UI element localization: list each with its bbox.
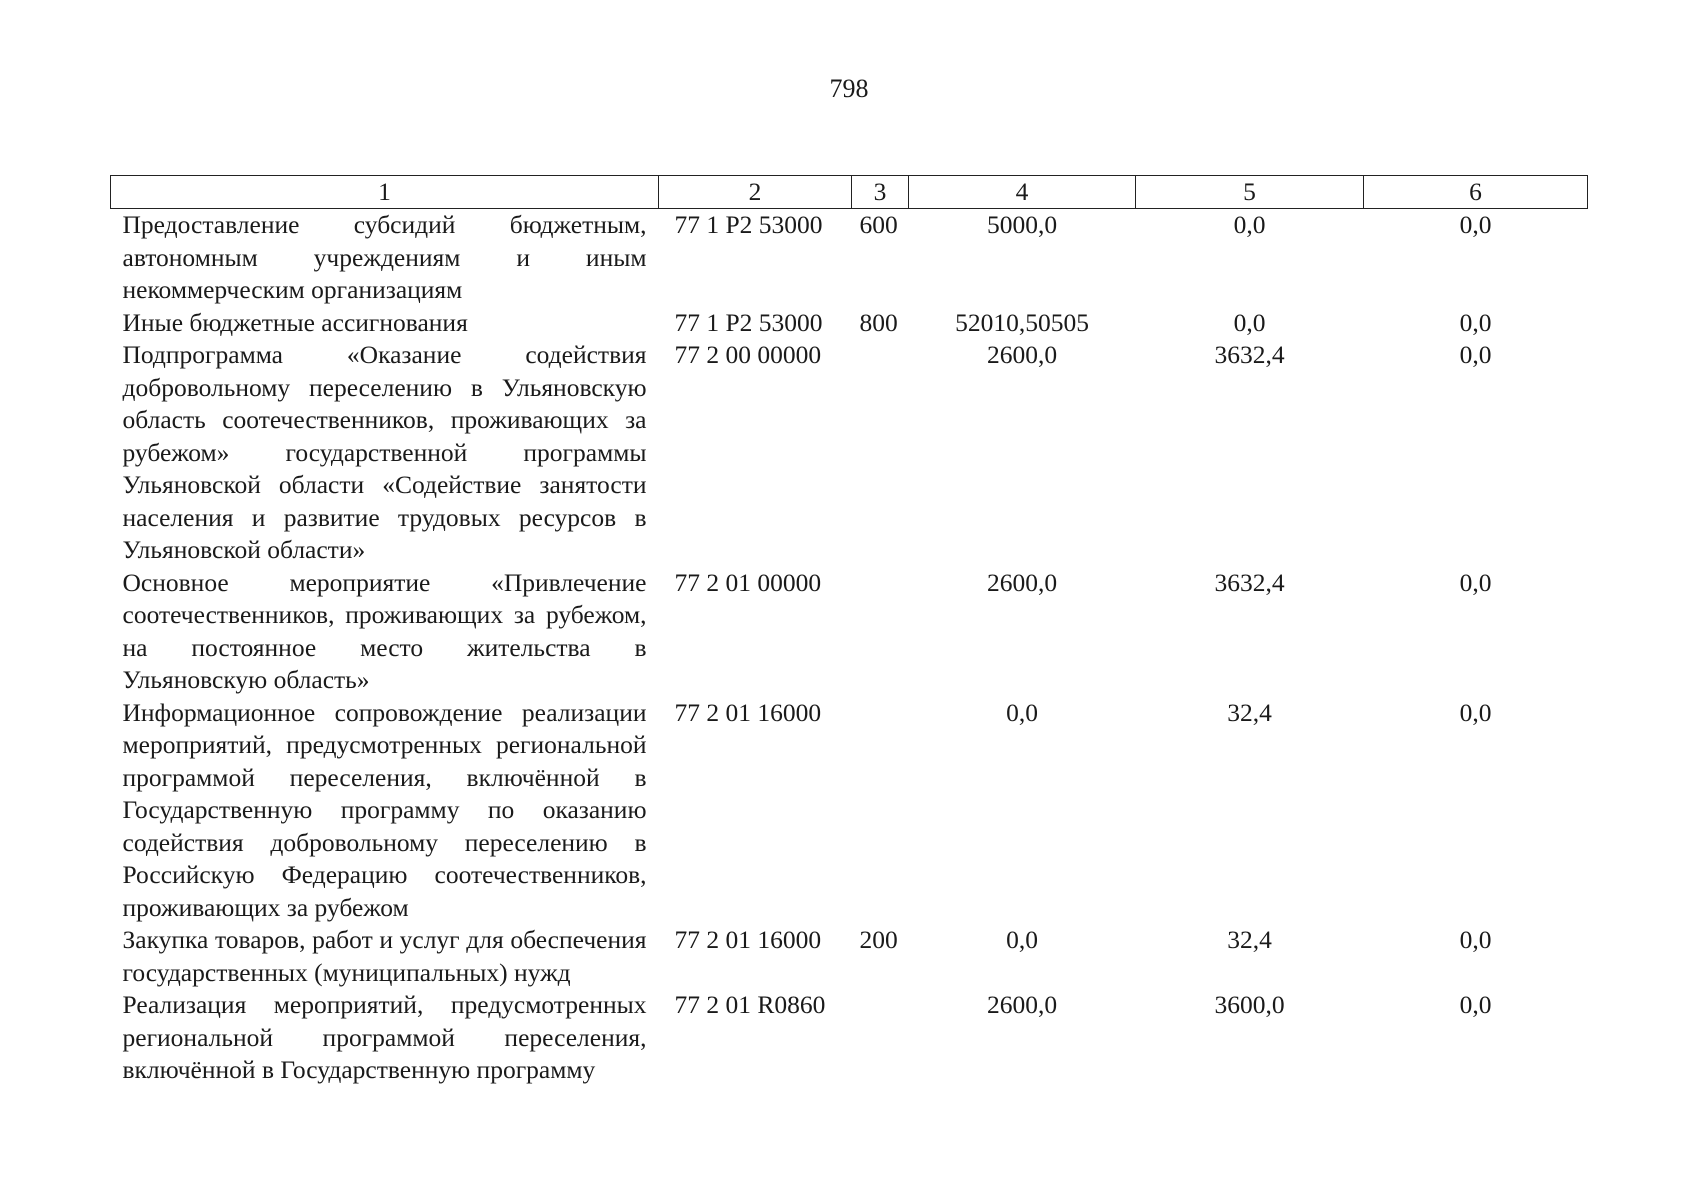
table-row [111, 209, 1588, 307]
row-value-5: 32,4 [1227, 925, 1272, 954]
row-code: 77 1 P2 53000 [674, 210, 823, 239]
row-value-5: 3632,4 [1214, 567, 1285, 597]
row-code: 77 2 00 00000 [674, 340, 822, 369]
row-value-4: 5000,0 [986, 210, 1058, 239]
row-value-4: 0,0 [1006, 925, 1038, 954]
column-header: 5 [1136, 176, 1364, 209]
row-value-4: 52010,50505 [955, 307, 1089, 337]
table-row [111, 697, 1588, 925]
column-header: 2 [659, 176, 852, 209]
budget-table [110, 175, 1588, 1087]
row-name: Реализация мероприятий, предусмотренных региональной программой переселения, включённой в Государственную программу [122, 990, 647, 1084]
row-value-6: 0,0 [1459, 307, 1492, 337]
table-row [111, 339, 1588, 567]
row-expense-type [852, 697, 909, 925]
row-expense-type [852, 567, 909, 697]
column-header: 3 [852, 176, 909, 209]
row-value-4: 2600,0 [986, 340, 1058, 369]
row-code: 77 1 P2 53000 [674, 307, 823, 337]
row-name: Подпрограмма «Оказание содействия добровольному переселению в Ульяновскую область соотечественников, проживающих за рубежом» государственной программы Ульяновской области «Содействие занятости населения и развитие трудовых ресурсов в Ульяновской области» [122, 340, 647, 564]
row-expense-type: 600 [859, 210, 898, 239]
table-row [111, 567, 1588, 697]
row-value-4: 0,0 [1006, 697, 1038, 727]
row-value-4: 2600,0 [986, 990, 1058, 1019]
row-value-5: 0,0 [1233, 210, 1266, 239]
row-code: 77 2 01 R0860 [674, 990, 826, 1019]
row-code: 77 2 01 16000 [674, 697, 822, 727]
column-header: 4 [909, 176, 1136, 209]
row-value-5: 32,4 [1227, 697, 1272, 727]
row-name: Предоставление субсидий бюджетным, автономным учреждениям и иным некоммерческим организациям [122, 210, 647, 304]
row-value-5: 3600,0 [1214, 990, 1285, 1019]
column-header: 1 [111, 176, 659, 209]
table-row [111, 307, 1588, 340]
row-value-6: 0,0 [1459, 210, 1492, 239]
row-expense-type: 200 [859, 925, 898, 954]
row-code: 77 2 01 00000 [674, 567, 822, 597]
table-row [111, 924, 1588, 989]
row-expense-type [852, 339, 909, 567]
row-expense-type [852, 989, 909, 1087]
row-expense-type: 800 [859, 307, 898, 337]
row-name: Основное мероприятие «Привлечение соотечественников, проживающих за рубежом, на постоянное место жительства в Ульяновскую область» [122, 567, 647, 694]
header-row [111, 176, 1588, 209]
row-code: 77 2 01 16000 [674, 925, 822, 954]
row-value-6: 0,0 [1459, 925, 1492, 954]
row-value-5: 3632,4 [1214, 340, 1285, 369]
column-header: 6 [1364, 176, 1588, 209]
row-value-5: 0,0 [1233, 307, 1266, 337]
row-name: Информационное сопровождение реализации мероприятий, предусмотренных региональной программой переселения, включённой в Государственную программу по оказанию содействия добровольному переселению в Российскую Федерацию соотечественников, проживающих за рубежом [122, 697, 647, 922]
row-value-6: 0,0 [1459, 697, 1492, 727]
table-row [111, 989, 1588, 1087]
page-number: 798 [829, 74, 869, 103]
row-value-4: 2600,0 [986, 567, 1058, 597]
row-name: Иные бюджетные ассигнования [122, 307, 468, 337]
row-name: Закупка товаров, работ и услуг для обеспечения государственных (муниципальных) нужд [122, 925, 647, 987]
row-value-6: 0,0 [1459, 340, 1492, 369]
row-value-6: 0,0 [1459, 990, 1492, 1019]
row-value-6: 0,0 [1459, 567, 1492, 597]
